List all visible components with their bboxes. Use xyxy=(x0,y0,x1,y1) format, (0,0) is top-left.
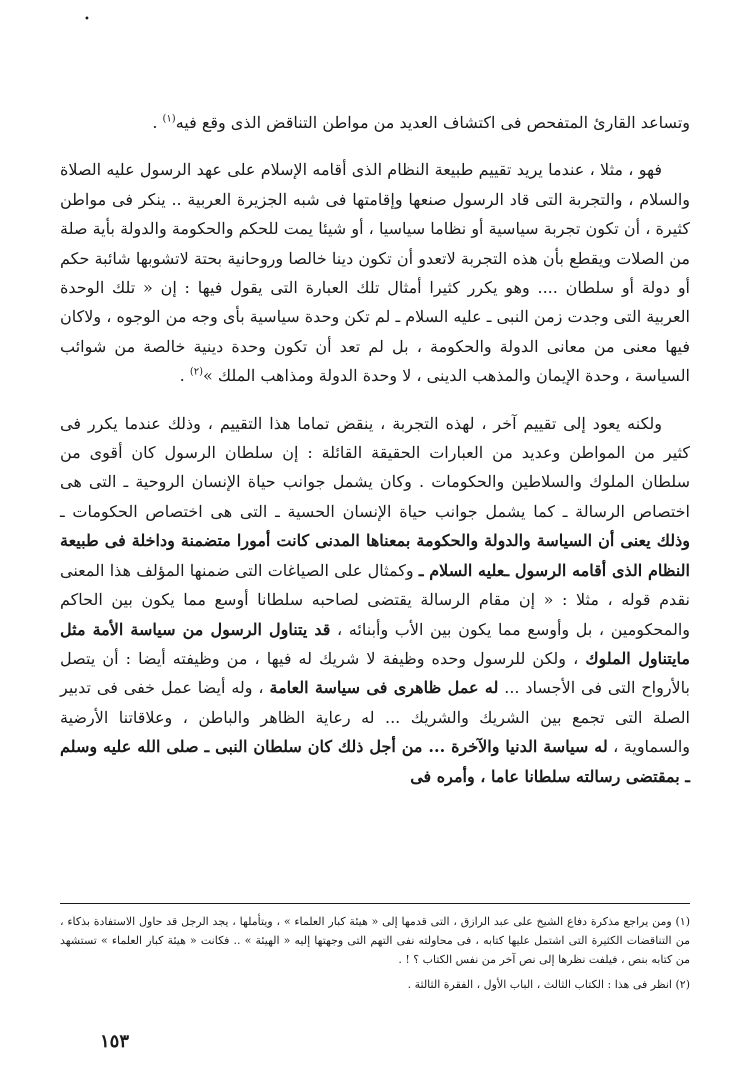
paragraph-text: ولكنه يعود إلى تقييم آخر ، لهذه التجربة ، ينقض تماما هذا التقييم ، وذلك عندما يكرر فى كثير من المواطن وعديد من العبارات الحقيقة القائلة : إن سلطان الرسول كان أقوى من سلطان الملوك والسلاطين والحكومات . وكان يشمل جوانب حياة الإنسان الروحية ـ التى هى اختصاص الرسالة ـ كما يشمل جوانب حياة الإنسان الحسية ـ التى هى اختصاص الحكومات ـ xyxy=(60,413,690,521)
paragraph-text: ، ولكن للرسول وحده وظيفة لا شريك له فيها ، من وظيفته أيضا : أن يتصل بالأرواح التى فى الأجساد ... xyxy=(60,648,690,698)
footnote-text: انظر فى هذا : الكتاب الثالث ، الباب الأول ، الفقرة الثالثة . xyxy=(407,978,672,991)
paragraph-text: فهو ، مثلا ، عندما يريد تقييم طبيعة النظام الذى أقامه الإسلام على عهد الرسول عليه الصلاة والسلام ، والتجربة التى قاد الرسول صنعها وإقامتها فى شبه الجزيرة العربية .. ينكر فى مواطن كثيرة ، أن تكون تجربة سياسية أو نظاما سياسيا ، أو شيئا يمت للحكم والحكومة والدولة بأية صلة من الصلات ويقطع بأن هذه التجربة لاتعدو أن تكون دينا خالصا وروحانية بحتة لاتشوبها شائبة حكم أو دولة أو سلطان .... وهو يكرر كثيرا أمثال تلك العبارة التى يقول فيها : إن « تلك الوحدة العربية التى وجدت زمن النبى ـ عليه السلام ـ لم تكن وحدة سياسية بأى وجه من الوجوه ، ولاكان فيها معنى من معانى الدولة والحكومة ، بل لم تعد أن تكون وحدة دينية خالصة من شوائب السياسة ، وحدة الإيمان والمذهب الدينى ، لا وحدة الدولة ومذاهب الملك » xyxy=(60,160,690,386)
footnotes xyxy=(60,912,690,1000)
bold-phrase: وذلك يعنى أن السياسة والدولة والحكومة بمعناها المدنى كانت أمورا متضمنة وداخلة فى طبيعة النظام الذى أقامه الرسول ـعليه السلام ـ xyxy=(60,531,690,580)
page-number: ١٥٣ xyxy=(100,1031,130,1052)
paragraph-text: وكمثال على الصياغات التى ضمنها المؤلف هذا المعنى نقدم قوله ، مثلا : « إن مقام الرسالة يقتضى لصاحبه سلطانا أوسع مما يكون بين الحاكم والمحكومين ، بل وأوسع مما يكون بين الأب وأبنائه ، xyxy=(60,560,690,639)
footnote-ref-2[interactable]: (٢) xyxy=(189,366,204,378)
paragraph-text: وتساعد القارئ المتفحص فى اكتشاف العديد من مواطن التناقض الذى وقع فيه xyxy=(175,113,690,132)
footnote-text: ومن يراجع مذكرة دفاع الشيخ على عبد الرازق ، التى قدمها إلى « هيئة كبار العلماء » ، ويتأملها ، يجد الرجل قد حاول الاستفادة بذكاء ، من التناقضات الكثيرة التى اشتمل عليها كتابه ، فى محاولته نفى التهم التى وجهتها إليه « الهيئة » .. فكانت « هيئة كبار العلماء » تستشهد من كتابه بنص ، فيلفت نظرها إلى نص آخر من نفس الكتاب ؟ ! . xyxy=(60,915,690,966)
footnote-1 xyxy=(60,912,690,969)
footnote-2 xyxy=(60,975,690,994)
paragraph-second-evaluation xyxy=(60,409,690,791)
footnote-number: (١) xyxy=(675,915,690,928)
page-mark: • xyxy=(84,14,90,25)
footnote-divider xyxy=(60,903,690,904)
paragraph-tail: . xyxy=(179,366,190,386)
paragraph-first-evaluation xyxy=(60,155,690,390)
bold-phrase: له عمل ظاهرى فى سياسة العامة xyxy=(269,678,499,698)
main-text xyxy=(60,108,690,791)
footnote-ref-1[interactable]: (١) xyxy=(162,113,176,125)
footnote-number: (٢) xyxy=(675,978,690,991)
bold-phrase: له سياسة الدنيا والآخرة ... من أجل ذلك كان سلطان النبى ـ صلى الله عليه وسلم ـ بمقتضى رسالته سلطانا عاما ، وأمره فى xyxy=(60,737,690,786)
paragraph-text: ، وله أيضا عمل خفى فى تدبير الصلة التى تجمع بين الشريك والشريك ... له رعاية الظاهر والباطن ، وعلاقاتنا الأرضية والسماوية ، xyxy=(60,678,691,757)
bold-phrase: قد يتناول الرسول من سياسة الأمة مثل مايتناول الملوك xyxy=(60,619,691,668)
paragraph-tail: . xyxy=(152,113,163,132)
paragraph-intro-line xyxy=(60,108,690,137)
